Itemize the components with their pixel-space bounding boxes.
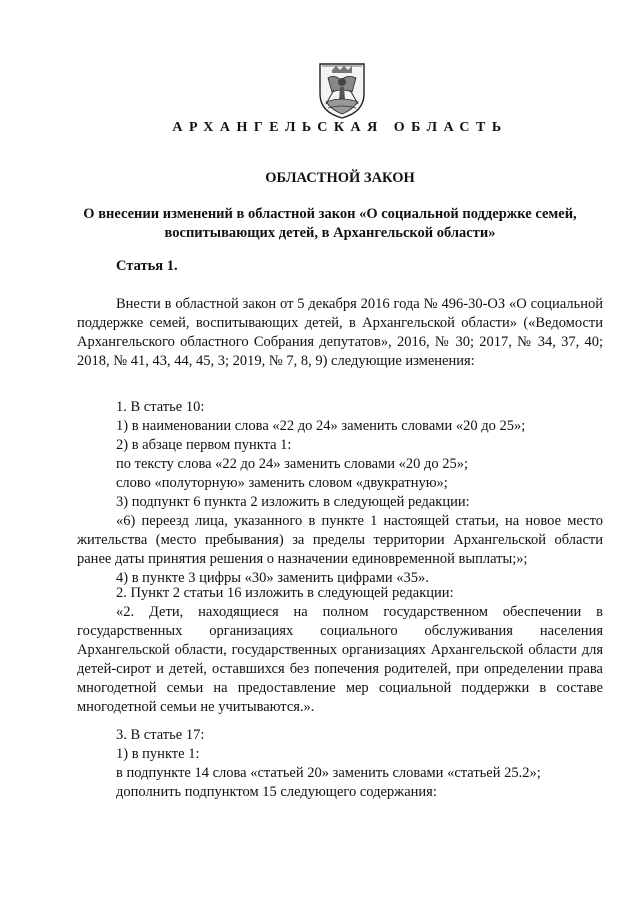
law-title-line: О внесении изменений в областной закон «О социальной поддержке семей, xyxy=(83,206,577,222)
item-title: 2. Пункт 2 статьи 16 изложить в следующей редакции: xyxy=(116,585,454,601)
region-name: АРХАНГЕЛЬСКАЯ ОБЛАСТЬ xyxy=(172,120,508,135)
item-title: 3. В статье 17: xyxy=(116,727,205,743)
item-line: слово «полуторную» заменить словом «двукратную»; xyxy=(116,475,448,491)
article-intro: Внести в областной закон от 5 декабря 2016 года № 496-30-ОЗ «О социальной поддержке семей, воспитывающих детей, в Архангельской области» («Ведомости Архангельского областного Собрания депутатов», 2016, № 30; 2017, № 34, 37, 40; 2018, № 41, 43, 44, 45, 3; 2019, № 7, 8, 9) следующие изменения: xyxy=(77,296,603,369)
item-line: 2) в абзаце первом пункта 1: xyxy=(116,437,292,453)
article-heading: Статья 1. xyxy=(116,258,178,274)
item-line: 4) в пункте 3 цифры «30» заменить цифрами «35». xyxy=(116,570,429,586)
item-line: по тексту слова «22 до 24» заменить словами «20 до 25»; xyxy=(116,456,469,472)
coat-of-arms-icon xyxy=(314,60,370,120)
item-line: 1) в наименовании слова «22 до 24» заменить словами «20 до 25»; xyxy=(116,418,526,434)
item-line: 3) подпункт 6 пункта 2 изложить в следующей редакции: xyxy=(116,494,470,510)
law-type: ОБЛАСТНОЙ ЗАКОН xyxy=(265,170,415,186)
law-title-line: воспитывающих детей, в Архангельской области» xyxy=(164,225,496,241)
item-quote: «6) переезд лица, указанного в пункте 1 настоящей статьи, на новое место жительства (место пребывания) за пределы территории Архангельской области ранее даты принятия решения о назначении единовременной выплаты;»; xyxy=(77,513,603,567)
item-line: дополнить подпунктом 15 следующего содержания: xyxy=(116,784,437,800)
item-2 xyxy=(77,584,603,717)
item-1 xyxy=(77,398,603,588)
item-line: 1) в пункте 1: xyxy=(116,746,200,762)
law-title xyxy=(80,205,580,243)
item-quote: «2. Дети, находящиеся на полном государственном обеспечении в государственных организациях социального обслуживания населения Архангельской области, государственных организациях Архангельской области для детей-сирот и детей, оставшихся без попечения родителей, при определении права многодетной семьи на предоставление мер социальной поддержки в составе многодетной семьи не учитываются.». xyxy=(77,604,603,715)
item-line: в подпункте 14 слова «статьей 20» заменить словами «статьей 25.2»; xyxy=(116,765,541,781)
item-title: 1. В статье 10: xyxy=(116,399,205,415)
item-3 xyxy=(77,726,603,802)
